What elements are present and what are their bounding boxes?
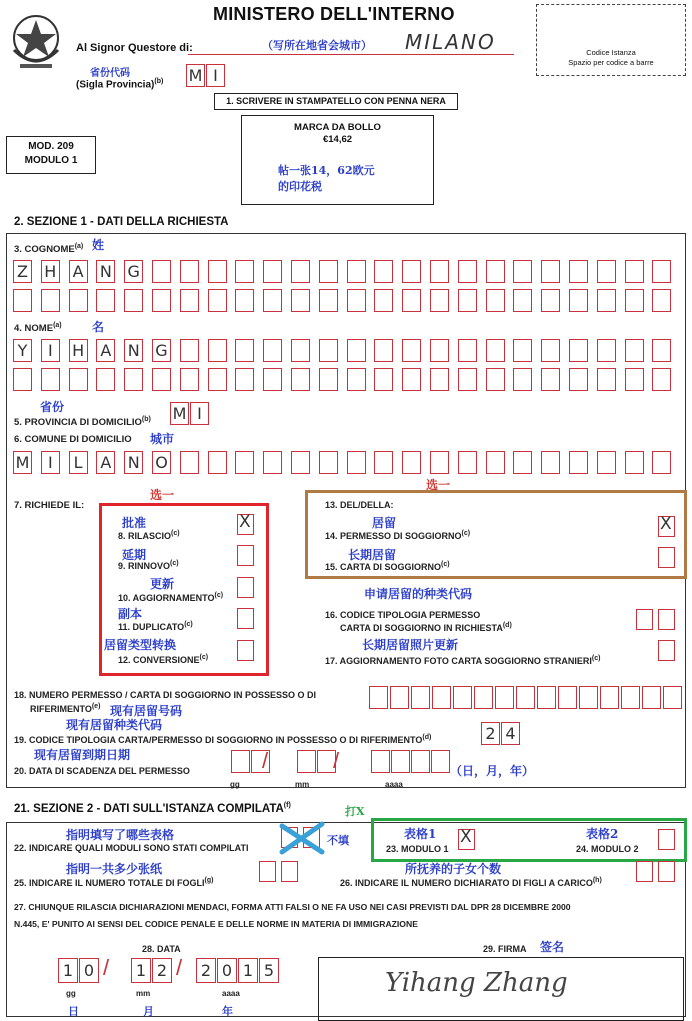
provincia-dom-cn: 省份 (40, 400, 65, 414)
data-mm-char-2: 2 (156, 961, 168, 980)
comune-char-4: A (100, 453, 112, 472)
cognome-cn: 姓 (92, 238, 105, 252)
moduli-cn: 指明填写了哪些表格 (66, 828, 175, 842)
nome-row1-box-19[interactable] (513, 339, 532, 362)
cognome-row1-box-15[interactable] (402, 260, 421, 283)
nome-row2-box-15[interactable] (402, 368, 421, 391)
figli-cn: 所抚养的子女个数 (405, 862, 502, 876)
conversione-checkbox[interactable] (237, 640, 254, 661)
modulo1-label: 23. MODULO 1 (386, 844, 449, 854)
cognome-row2-box-20[interactable] (541, 289, 560, 312)
cognome-row2-box-12[interactable] (319, 289, 338, 312)
firma-cn: 签名 (540, 940, 565, 954)
carta-cn: 长期居留 (348, 548, 397, 562)
nome-row2-box-23[interactable] (625, 368, 644, 391)
cognome-row1-box-12[interactable] (319, 260, 338, 283)
declaration-line2: N.445, E' PUNITO AI SENSI DEL CODICE PENALE E DELLE NORME IN MATERIA DI IMMIGRAZIONE (14, 919, 418, 929)
scadenza-gg-box-1[interactable] (231, 750, 250, 773)
figli-box-2[interactable] (658, 861, 675, 882)
fogli-box-1[interactable] (259, 861, 276, 882)
cognome-row2-box-2[interactable] (41, 289, 60, 312)
not-fill-note: 不填 (327, 834, 349, 847)
nome-row2-box-9[interactable] (235, 368, 254, 391)
numero-permesso-box-11[interactable] (579, 686, 598, 709)
foto-checkbox[interactable] (658, 640, 675, 661)
pick-one-left: 选一 (150, 488, 175, 502)
nome-row2-box-2[interactable] (41, 368, 60, 391)
numero-permesso-box-8[interactable] (516, 686, 535, 709)
numero-permesso-box-4[interactable] (432, 686, 451, 709)
comune-box-9[interactable] (235, 451, 254, 474)
nome-row2-box-14[interactable] (374, 368, 393, 391)
cognome-row1-box-14[interactable] (374, 260, 393, 283)
comune-label: 6. COMUNE DI DOMICILIO (14, 434, 132, 445)
permesso-cn: 居留 (372, 516, 397, 530)
nome-row2-box-22[interactable] (597, 368, 616, 391)
cognome-row2-box-15[interactable] (402, 289, 421, 312)
figli-label: 26. INDICARE IL NUMERO DICHIARATO DI FIGLI A CARICO$^{(h)}$ (340, 877, 602, 888)
declaration-line1: 27. CHIUNQUE RILASCIA DICHIARAZIONI MENDACI, FORMA ATTI FALSI O NE FA USO NEI CASI PREVISTI DAL DPR 28 DICEMBRE 2000 (14, 902, 571, 912)
conversione-label: 12. CONVERSIONE$^{(c)}$ (118, 654, 209, 665)
cognome-row2-box-16[interactable] (430, 289, 449, 312)
nome-row2-box-12[interactable] (319, 368, 338, 391)
comune-char-6: O (155, 453, 168, 472)
data-ri: 日 (68, 1005, 79, 1018)
cognome-row2-box-13[interactable] (347, 289, 366, 312)
scadenza-mm: mm (295, 780, 310, 789)
modulo1-cn: 表格1 (404, 827, 437, 841)
cognome-row1-box-17[interactable] (458, 260, 477, 283)
nome-row1-box-14[interactable] (374, 339, 393, 362)
comune-char-2: I (47, 453, 53, 472)
scadenza-aaaa-box-4[interactable] (431, 750, 450, 773)
data-aaaa-char-3: 1 (242, 961, 254, 980)
numero-permesso-cn: 现有居留号码 (110, 704, 183, 718)
tipologia-box-2[interactable] (658, 609, 675, 630)
nome-row1-char-1: Y (17, 341, 28, 360)
nome-row2-box-7[interactable] (180, 368, 199, 391)
scadenza-mm-box-1[interactable] (297, 750, 316, 773)
permesso-label: 14. PERMESSO DI SOGGIORNO$^{(c)}$ (325, 530, 471, 541)
nome-label: 4. NOME$^{(a)}$ (14, 322, 62, 335)
cognome-row2-box-19[interactable] (513, 289, 532, 312)
numero-permesso-box-1[interactable] (369, 686, 388, 709)
rinnovo-label: 9. RINNOVO$^{(c)}$ (118, 560, 179, 571)
nome-row2-box-20[interactable] (541, 368, 560, 391)
scadenza-aaaa-box-2[interactable] (391, 750, 410, 773)
nome-row1-box-12[interactable] (319, 339, 338, 362)
del-label: 13. DEL/DELLA: (325, 500, 394, 510)
questore-label: Al Signor Questore di: (76, 42, 193, 54)
richiede-label: 7. RICHIEDE IL: (14, 500, 85, 511)
cognome-row1-char-2: H (44, 262, 57, 281)
nome-row1-box-17[interactable] (458, 339, 477, 362)
tipologia-label1: 16. CODICE TIPOLOGIA PERMESSO (325, 610, 481, 620)
nome-row1-char-3: H (72, 341, 85, 360)
nome-row1-box-13[interactable] (347, 339, 366, 362)
cognome-row1-box-18[interactable] (486, 260, 505, 283)
nome-row1-box-16[interactable] (430, 339, 449, 362)
comune-box-12[interactable] (319, 451, 338, 474)
conversione-cn: 居留类型转换 (104, 638, 177, 652)
nome-row2-box-11[interactable] (291, 368, 310, 391)
comune-box-8[interactable] (208, 451, 227, 474)
comune-char-3: L (73, 453, 83, 472)
data-gg-char-2: 0 (83, 961, 95, 980)
codice-istanza-title: Codice Istanza (586, 48, 636, 57)
comune-box-18[interactable] (486, 451, 505, 474)
tipologia-possesso-char-1: 2 (485, 724, 496, 743)
nome-row1-box-21[interactable] (569, 339, 588, 362)
moduli-label: 22. INDICARE QUALI MODULI SONO STATI COMPILATI (14, 843, 249, 853)
cognome-row1-box-9[interactable] (235, 260, 254, 283)
scadenza-cn: 现有居留到期日期 (34, 748, 131, 762)
comune-box-13[interactable] (347, 451, 366, 474)
bollo-cn1: 帖一张14，62欧元 (278, 164, 375, 177)
modulo2-label: 24. MODULO 2 (576, 844, 639, 854)
signature: Yihang Zhang (385, 968, 568, 998)
rilascio-cn: 批准 (122, 516, 147, 530)
provincia-dom-label: 5. PROVINCIA DI DOMICILIO$^{(b)}$ (14, 416, 151, 429)
rilascio-mark: X (239, 512, 251, 532)
nome-row1-box-22[interactable] (597, 339, 616, 362)
fogli-cn: 指明一共多少张纸 (66, 862, 163, 876)
numero-permesso-box-14[interactable] (642, 686, 661, 709)
numero-permesso-box-13[interactable] (621, 686, 640, 709)
nome-row1-box-18[interactable] (486, 339, 505, 362)
cognome-row1-char-1: Z (17, 262, 28, 281)
cognome-row2-box-10[interactable] (263, 289, 282, 312)
comune-box-10[interactable] (263, 451, 282, 474)
nome-row2-box-18[interactable] (486, 368, 505, 391)
cognome-row1-box-20[interactable] (541, 260, 560, 283)
comune-char-5: N (127, 453, 140, 472)
cognome-row2-box-8[interactable] (208, 289, 227, 312)
sezione1-title: 2. SEZIONE 1 - DATI DELLA RICHIESTA (14, 216, 229, 228)
sezione2-title: 21. SEZIONE 2 - DATI SULL'ISTANZA COMPILATA$^{(f)}$ (14, 802, 291, 815)
bollo-title: MARCA DA BOLLO (294, 122, 381, 133)
data-aaaa-char-2: 0 (221, 961, 233, 980)
cognome-row1-box-13[interactable] (347, 260, 366, 283)
cognome-row1-char-5: G (127, 262, 140, 281)
nome-row2-box-13[interactable] (347, 368, 366, 391)
nome-row2-box-24[interactable] (652, 368, 671, 391)
data-nian: 年 (222, 1005, 233, 1018)
aggiornamento-label: 10. AGGIORNAMENTO$^{(c)}$ (118, 592, 224, 603)
scadenza-slash-2: / (333, 748, 340, 773)
cognome-row2-box-21[interactable] (569, 289, 588, 312)
provincia-label: (Sigla Provincia)$^{(b)}$ (76, 78, 164, 91)
nome-row1-char-2: I (47, 341, 53, 360)
comune-box-23[interactable] (625, 451, 644, 474)
numero-permesso-label2: RIFERIMENTO$^{(e)}$ (30, 703, 101, 714)
comune-box-17[interactable] (458, 451, 477, 474)
cognome-row1-box-10[interactable] (263, 260, 282, 283)
cognome-row2-box-22[interactable] (597, 289, 616, 312)
foto-label: 17. AGGIORNAMENTO FOTO CARTA SOGGIORNO STRANIERI$^{(c)}$ (325, 655, 601, 666)
cognome-row2-box-4[interactable] (96, 289, 115, 312)
nome-row1-box-24[interactable] (652, 339, 671, 362)
provincia-dom-char-2: I (197, 404, 202, 423)
foto-cn: 长期居留照片更新 (362, 638, 459, 652)
nome-row1-char-4: A (100, 341, 112, 360)
cognome-row1-box-11[interactable] (291, 260, 310, 283)
numero-permesso-box-5[interactable] (453, 686, 472, 709)
cognome-row1-box-8[interactable] (208, 260, 227, 283)
comune-box-14[interactable] (374, 451, 393, 474)
emblem-logo (6, 10, 66, 72)
cognome-row2-box-18[interactable] (486, 289, 505, 312)
nome-row1-box-7[interactable] (180, 339, 199, 362)
mod-line1: MOD. 209 (28, 141, 74, 152)
questore-value[interactable]: MILANO (405, 30, 496, 54)
instruction-text: 1. SCRIVERE IN STAMPATELLO CON PENNA NERA (226, 96, 446, 106)
nome-row1-box-10[interactable] (263, 339, 282, 362)
rinnovo-cn: 延期 (122, 548, 147, 562)
cognome-row2-box-3[interactable] (69, 289, 88, 312)
provincia-cn: 省份代码 (90, 68, 130, 79)
data-slash-2: / (176, 955, 183, 980)
permesso-mark: X (660, 514, 672, 534)
modulo1-mark: X (460, 827, 472, 847)
nome-row2-box-8[interactable] (208, 368, 227, 391)
comune-box-19[interactable] (513, 451, 532, 474)
numero-permesso-box-15[interactable] (663, 686, 682, 709)
scadenza-aaaa-box-3[interactable] (411, 750, 430, 773)
data-aaaa-char-1: 2 (200, 961, 212, 980)
nome-row1-char-6: G (155, 341, 168, 360)
fogli-label: 25. INDICARE IL NUMERO TOTALE DI FOGLI$^{(g)}$ (14, 877, 214, 888)
tipologia-label2: CARTA DI SOGGIORNO IN RICHIESTA$^{(d)}$ (340, 622, 512, 633)
data-slash-1: / (103, 955, 110, 980)
nome-row1-box-11[interactable] (291, 339, 310, 362)
scadenza-label: 20. DATA DI SCADENZA DEL PERMESSO (14, 766, 190, 776)
nome-row2-box-1[interactable] (13, 368, 32, 391)
bollo-cn2: 的印花税 (278, 180, 322, 193)
duplicato-checkbox[interactable] (237, 608, 254, 629)
provincia-char-2: I (213, 66, 218, 85)
nome-row2-box-17[interactable] (458, 368, 477, 391)
bollo-amount: €14,62 (322, 134, 353, 145)
rilascio-label: 8. RILASCIO$^{(c)}$ (118, 530, 180, 541)
data-aaaa-char-4: 5 (263, 961, 275, 980)
aggiornamento-checkbox[interactable] (237, 577, 254, 598)
nome-row2-box-19[interactable] (513, 368, 532, 391)
data-aaaa: aaaa (222, 989, 240, 998)
nome-row1-box-9[interactable] (235, 339, 254, 362)
rinnovo-checkbox[interactable] (237, 545, 254, 566)
cognome-row2-box-5[interactable] (124, 289, 143, 312)
numero-permesso-label1: 18. NUMERO PERMESSO / CARTA DI SOGGIORNO IN POSSESSO O DI (14, 690, 317, 700)
nome-row2-box-10[interactable] (263, 368, 282, 391)
numero-permesso-box-2[interactable] (390, 686, 409, 709)
cognome-row2-box-7[interactable] (180, 289, 199, 312)
comune-cn: 城市 (150, 432, 175, 446)
cognome-label: 3. COGNOME$^{(a)}$ (14, 243, 84, 256)
data-gg-char-1: 1 (62, 961, 74, 980)
figli-box-1[interactable] (636, 861, 653, 882)
cognome-row2-box-6[interactable] (152, 289, 171, 312)
comune-box-24[interactable] (652, 451, 671, 474)
cognome-row1-char-3: A (72, 262, 84, 281)
comune-box-7[interactable] (180, 451, 199, 474)
nome-row1-box-15[interactable] (402, 339, 421, 362)
data-gg: gg (66, 989, 76, 998)
comune-box-21[interactable] (569, 451, 588, 474)
modulo2-cn: 表格2 (586, 827, 619, 841)
cognome-row1-box-19[interactable] (513, 260, 532, 283)
comune-box-15[interactable] (402, 451, 421, 474)
cognome-row1-box-16[interactable] (430, 260, 449, 283)
scadenza-gg: gg (230, 780, 240, 789)
numero-permesso-box-10[interactable] (558, 686, 577, 709)
cognome-row1-char-4: N (99, 262, 112, 281)
numero-permesso-box-6[interactable] (474, 686, 493, 709)
cognome-row2-box-23[interactable] (625, 289, 644, 312)
tipologia-possesso-label: 19. CODICE TIPOLOGIA CARTA/PERMESSO DI SOGGIORNO IN POSSESSO O DI RIFERIMENTO$^{(d)}$ (14, 734, 432, 745)
tipologia-possesso-char-2: 4 (505, 724, 516, 743)
scadenza-slash-1: / (262, 748, 269, 773)
provincia-char-1: M (188, 66, 203, 85)
nome-row2-box-16[interactable] (430, 368, 449, 391)
cognome-row2-box-17[interactable] (458, 289, 477, 312)
duplicato-cn: 副本 (118, 607, 143, 621)
duplicato-label: 11. DUPLICATO$^{(c)}$ (118, 621, 193, 632)
numero-permesso-box-12[interactable] (600, 686, 619, 709)
pick-one-right: 选一 (426, 478, 451, 492)
mod-line2: MODULO 1 (24, 155, 78, 166)
cognome-row2-box-11[interactable] (291, 289, 310, 312)
moduli-cross-icon (278, 820, 326, 856)
scadenza-aaaa: aaaa (385, 780, 403, 789)
comune-box-11[interactable] (291, 451, 310, 474)
comune-box-16[interactable] (430, 451, 449, 474)
cognome-row1-box-23[interactable] (625, 260, 644, 283)
nome-row2-box-5[interactable] (124, 368, 143, 391)
codice-istanza-sub: Spazio per codice a barre (568, 58, 654, 67)
scadenza-aaaa-box-1[interactable] (371, 750, 390, 773)
fogli-box-2[interactable] (281, 861, 298, 882)
provincia-dom-char-1: M (172, 404, 187, 423)
carta-label: 15. CARTA DI SOGGIORNO$^{(c)}$ (325, 561, 450, 572)
cognome-row1-box-22[interactable] (597, 260, 616, 283)
questore-hint: （写所在地省会城市） (262, 39, 372, 52)
numero-permesso-box-7[interactable] (495, 686, 514, 709)
cognome-row1-box-6[interactable] (152, 260, 171, 283)
data-label: 28. DATA (142, 944, 181, 954)
cognome-row2-box-14[interactable] (374, 289, 393, 312)
numero-permesso-box-3[interactable] (411, 686, 430, 709)
ministry-title: MINISTERO DELL'INTERNO (213, 4, 455, 24)
tipologia-possesso-cn: 现有居留种类代码 (66, 718, 163, 732)
cognome-row2-box-9[interactable] (235, 289, 254, 312)
tipologia-cn: 申请居留的种类代码 (364, 587, 473, 601)
numero-permesso-box-9[interactable] (537, 686, 556, 709)
aggiornamento-cn: 更新 (150, 577, 175, 591)
nome-row2-box-6[interactable] (152, 368, 171, 391)
nome-row1-box-8[interactable] (208, 339, 227, 362)
cognome-row1-box-24[interactable] (652, 260, 671, 283)
nome-row1-box-23[interactable] (625, 339, 644, 362)
nome-row2-box-3[interactable] (69, 368, 88, 391)
cognome-row1-box-7[interactable] (180, 260, 199, 283)
nome-row1-box-20[interactable] (541, 339, 560, 362)
data-mm: mm (136, 989, 151, 998)
nome-row2-box-21[interactable] (569, 368, 588, 391)
comune-char-1: M (15, 453, 30, 472)
comune-box-22[interactable] (597, 451, 616, 474)
nome-row2-box-4[interactable] (96, 368, 115, 391)
comune-box-20[interactable] (541, 451, 560, 474)
modulo2-checkbox[interactable] (658, 829, 675, 850)
scadenza-date-cn: （日，月，年） (450, 764, 535, 778)
cognome-row2-box-1[interactable] (13, 289, 32, 312)
mark-x-hint: 打X (345, 805, 365, 818)
data-yue: 月 (143, 1005, 154, 1018)
carta-checkbox[interactable] (658, 547, 675, 568)
data-mm-char-1: 1 (135, 961, 147, 980)
cognome-row1-box-21[interactable] (569, 260, 588, 283)
tipologia-box-1[interactable] (636, 609, 653, 630)
nome-row1-char-5: N (127, 341, 140, 360)
firma-label: 29. FIRMA (483, 944, 527, 954)
nome-cn: 名 (92, 320, 105, 334)
cognome-row2-box-24[interactable] (652, 289, 671, 312)
